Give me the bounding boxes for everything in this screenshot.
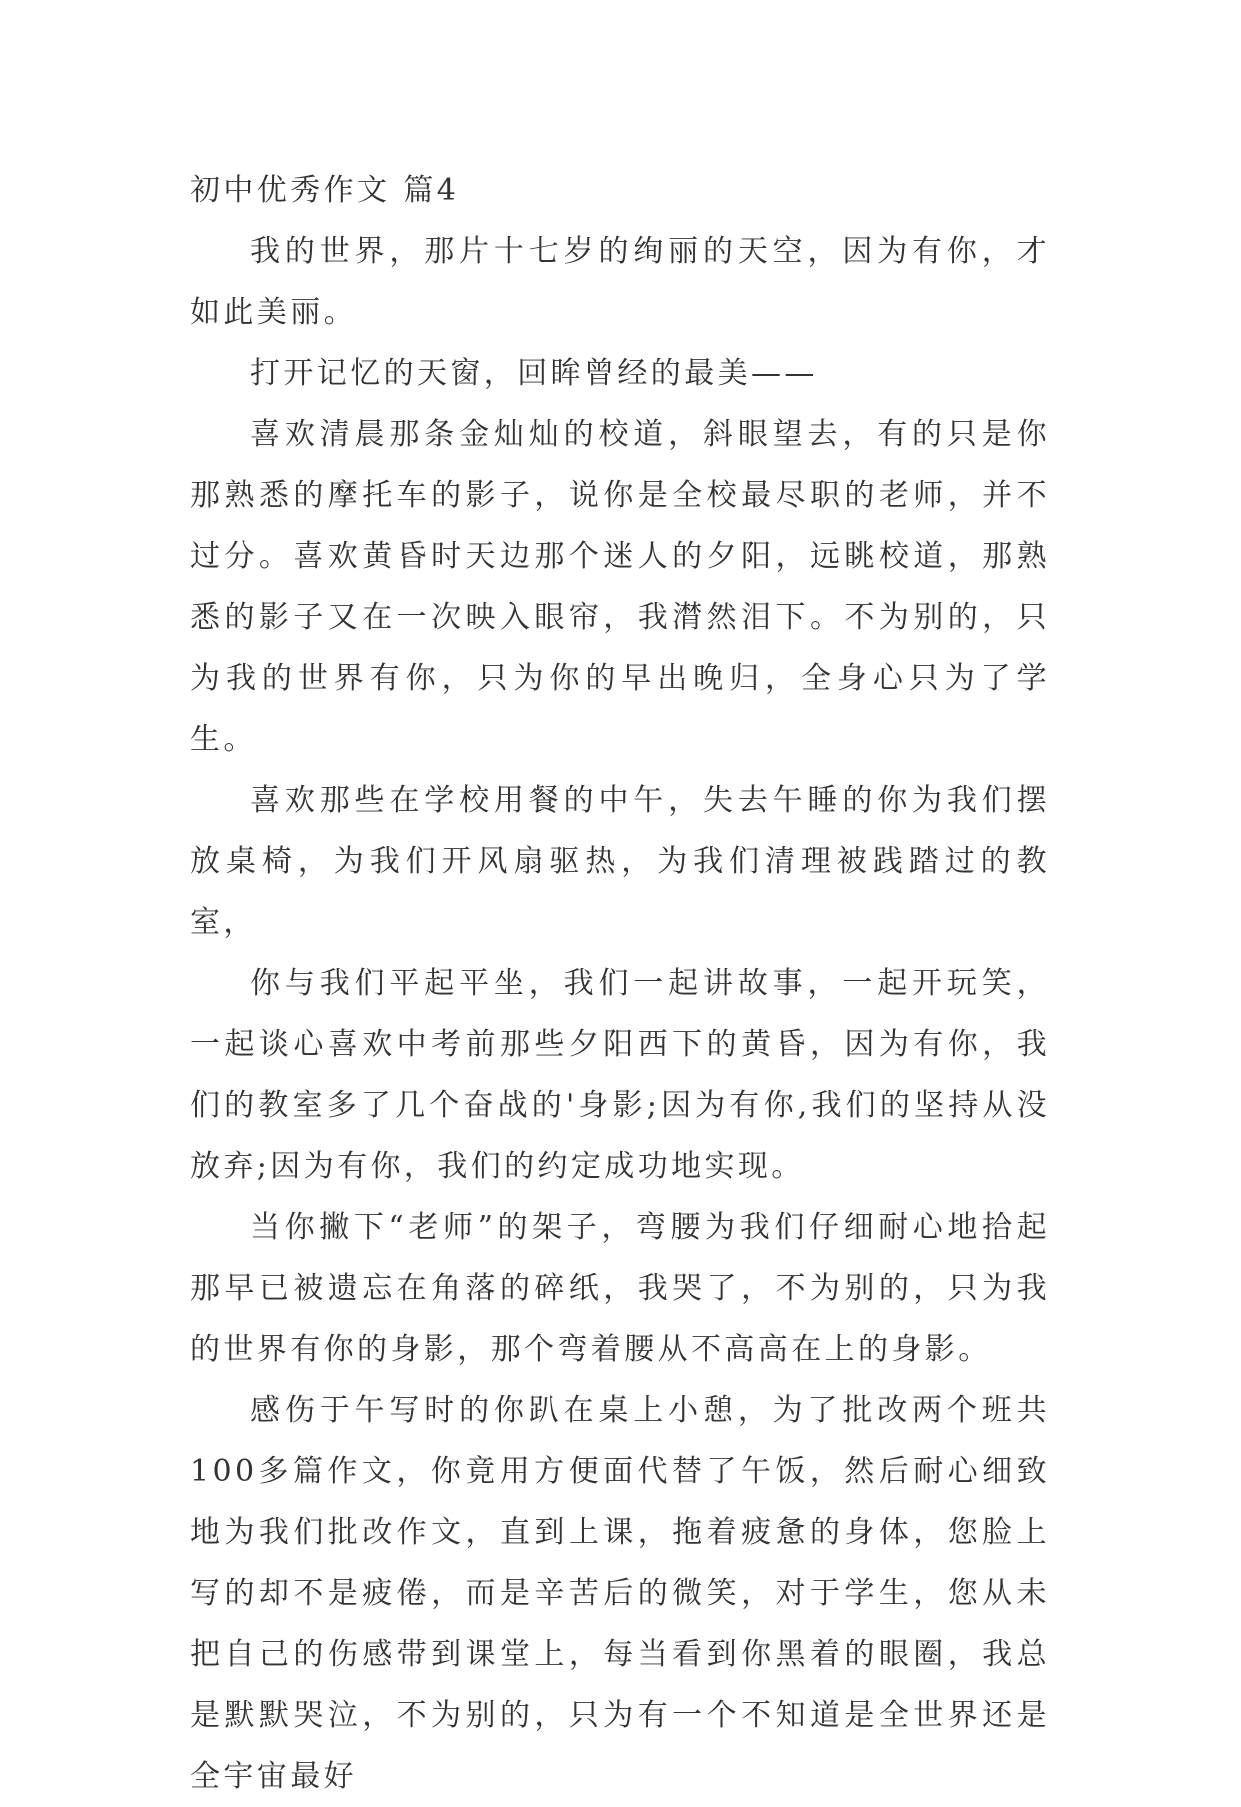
paragraph-6: 当你撇下“老师”的架子，弯腰为我们仔细耐心地拾起那早已被遗忘在角落的碎纸，我哭了，不为别的，只为我的世界有你的身影，那个弯着腰从不高高在上的身影。 xyxy=(190,1210,1050,1367)
paragraph-1: 我的世界，那片十七岁的绚丽的天空，因为有你，才如此美丽。 xyxy=(190,234,1050,330)
document-body xyxy=(190,160,1050,1807)
paragraph-4: 喜欢那些在学校用餐的中午，失去午睡的你为我们摆放桌椅，为我们开风扇驱热，为我们清理被践踏过的教室， xyxy=(190,783,1050,940)
document-title: 初中优秀作文 篇4 xyxy=(190,173,460,208)
paragraph-3: 喜欢清晨那条金灿灿的校道，斜眼望去，有的只是你那熟悉的摩托车的影子，说你是全校最尽职的老师，并不过分。喜欢黄昏时天边那个迷人的夕阳，远眺校道，那熟悉的影子又在一次映入眼帘，我潸然泪下。不为别的，只为我的世界有你，只为你的早出晚归，全身心只为了学生。 xyxy=(190,417,1050,757)
paragraph-7: 感伤于午写时的你趴在桌上小憩，为了批改两个班共100多篇作文，你竟用方便面代替了午饭，然后耐心细致地为我们批改作文，直到上课，拖着疲惫的身体，您脸上写的却不是疲倦，而是辛苦后的微笑，对于学生，您从未把自己的伤感带到课堂上，每当看到你黑着的眼圈，我总是默默哭泣，不为别的，只为有一个不知道是全世界还是全宇宙最好 xyxy=(190,1393,1050,1794)
paragraph-5: 你与我们平起平坐，我们一起讲故事，一起开玩笑，一起谈心喜欢中考前那些夕阳西下的黄昏，因为有你，我们的教室多了几个奋战的'身影;因为有你,我们的坚持从没放弃;因为有你，我们的约定成功地实现。 xyxy=(190,966,1050,1184)
paragraph-2: 打开记忆的天窗，回眸曾经的最美—— xyxy=(250,356,818,391)
